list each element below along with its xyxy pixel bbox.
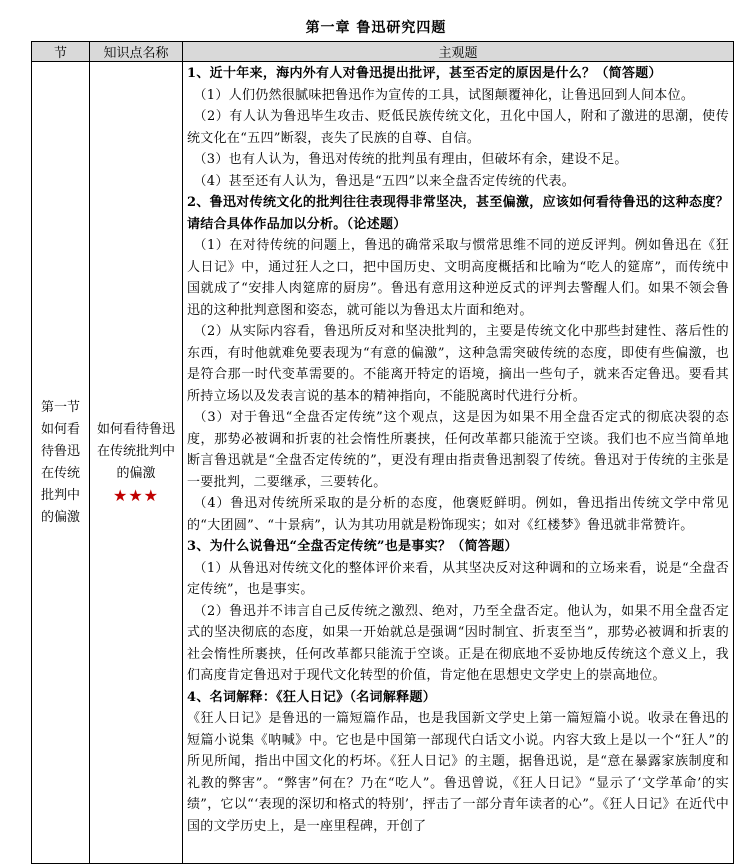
q3-point-2: （2）鲁迅并不讳言自己反传统之激烈、绝对，乃至全盘否定。他认为，如果不用全盘否定式的坚决彻底的态度，如果一开始就总是强调“因时制宜、折衷至当”，那势必被调和折衷的社会惰性所裹挟，任何改革都只能流于空谈。正是在彻底地不妥协地反传统这个意义上，我们高度肯定鲁迅对于现代文化转型的价值，肯定他在思想史文学史上的崇高地位。 [187, 603, 729, 683]
question-1: 1、近十年来，海内外有人对鲁迅提出批评，甚至否定的原因是什么？（简答题） [187, 66, 662, 81]
question-2: 2、鲁迅对传统文化的批判往往表现得非常坚决，甚至偏激，应该如何看待鲁迅的这种态度？请结合具体作品加以分析。（论述题） [187, 195, 729, 232]
q1-point-2: （2）有人认为鲁迅毕生攻击、贬低民族传统文化，丑化中国人，附和了激进的思潮，使传统文化在“五四”断裂，丧失了民族的自尊、自信。 [187, 109, 729, 146]
q1-point-1: （1）人们仍然很腻味把鲁迅作为宣传的工具，试图颠覆神化，让鲁迅回到人间本位。 [193, 87, 695, 103]
q3-point-1: （1）从鲁迅对传统文化的整体评价来看，从其坚决反对这种调和的立场来看，说是“全盘否定传统”，也是事实。 [187, 560, 729, 597]
header-knowledge-point: 知识点名称 [90, 42, 183, 62]
q1-point-4: （4）甚至还有人认为，鲁迅是“五四”以来全盘否定传统的代表。 [193, 173, 576, 189]
q2-point-4: （4）鲁迅对传统所采取的是分析的态度，他褒贬鲜明。例如，鲁迅指出传统文学中常见的“大团圆”、“十景病”，认为其功用就是粉饰现实；如对《红楼梦》鲁迅就非常赞许。 [187, 496, 729, 533]
knowledge-point-label: 如何看待鲁迅在传统批判中的偏激 [96, 421, 175, 481]
page-title: 第一章 鲁迅研究四题 [305, 20, 447, 36]
header-section: 节 [32, 42, 90, 62]
q1-point-3: （3）也有人认为，鲁迅对传统的批判虽有理由，但破坏有余，建设不足。 [193, 152, 628, 167]
q4-answer: 《狂人日记》是鲁迅的一篇短篇作品，也是我国新文学史上第一篇短篇小说。收录在鲁迅的短篇小说集《呐喊》中。它也是中国第一部现代白话文小说。内容大致上是以一个“狂人”的所见所闻，指出中国文化的朽坏。《狂人日记》的主题，据鲁迅说，是“意在暴露家族制度和礼教的弊害”。“弊害”何在？乃在“吃人”。鲁迅曾说，《狂人日记》“显示了‘文学革命’的实绩”，它以“‘表现的深切和格式的特别’，抨击了一部分青年读者的心”。《狂人日记》在近代中国的文学历史上，是一座里程碑，开创了 [187, 711, 729, 834]
content-cell [183, 62, 734, 864]
header-subjective: 主观题 [183, 42, 734, 62]
knowledge-point-cell [90, 62, 183, 864]
table-row [32, 62, 734, 864]
q2-point-1: （1）在对待传统的问题上，鲁迅的确常采取与惯常思维不同的逆反评判。例如鲁迅在《狂人日记》中，通过狂人之口，把中国历史、文明高度概括和比喻为“吃人的筵席”，而传统中国就成了“安排人肉筵席的厨房”。鲁迅有意用这种逆反式的评判去警醒人们。如果不领会鲁迅的这种批判意图和姿态，就可能以为鲁迅太片面和绝对。 [187, 238, 729, 318]
importance-stars: ★★★ [112, 485, 160, 505]
section-cell [32, 62, 90, 864]
content-table [31, 41, 734, 864]
section-label: 第一节如何看待鲁迅在传统批判中的偏激 [40, 399, 80, 525]
question-4: 4、名词解释：《狂人日记》（名词解释题） [187, 689, 437, 705]
q2-point-3: （3）对于鲁迅“全盘否定传统”这个观点，这是因为如果不用全盘否定式的彻底决裂的态度，那势必被调和折衷的社会惰性所裹挟，任何改革都只能流于空谈。我们也不应当简单地断言鲁迅就是“全盘否定传统的”，更没有理由指责鲁迅割裂了传统。鲁迅对于传统的主张是一要批判，二要继承，三要转化。 [187, 410, 729, 490]
table-header-row [32, 42, 734, 62]
question-3: 3、为什么说鲁迅“全盘否定传统”也是事实？（简答题） [187, 539, 518, 554]
q2-point-2: （2）从实际内容看，鲁迅所反对和坚决批判的，主要是传统文化中那些封建性、落后性的东西，有时他就难免要表现为“有意的偏激”，这种急需突破传统的态度，即使有些偏激，也是符合那一时代变革需要的。不能离开特定的语境，摘出一些句子，就来否定鲁迅。要看其所持立场以及发表言说的基本的精神指向，不能脱离时代进行分析。 [187, 324, 729, 404]
